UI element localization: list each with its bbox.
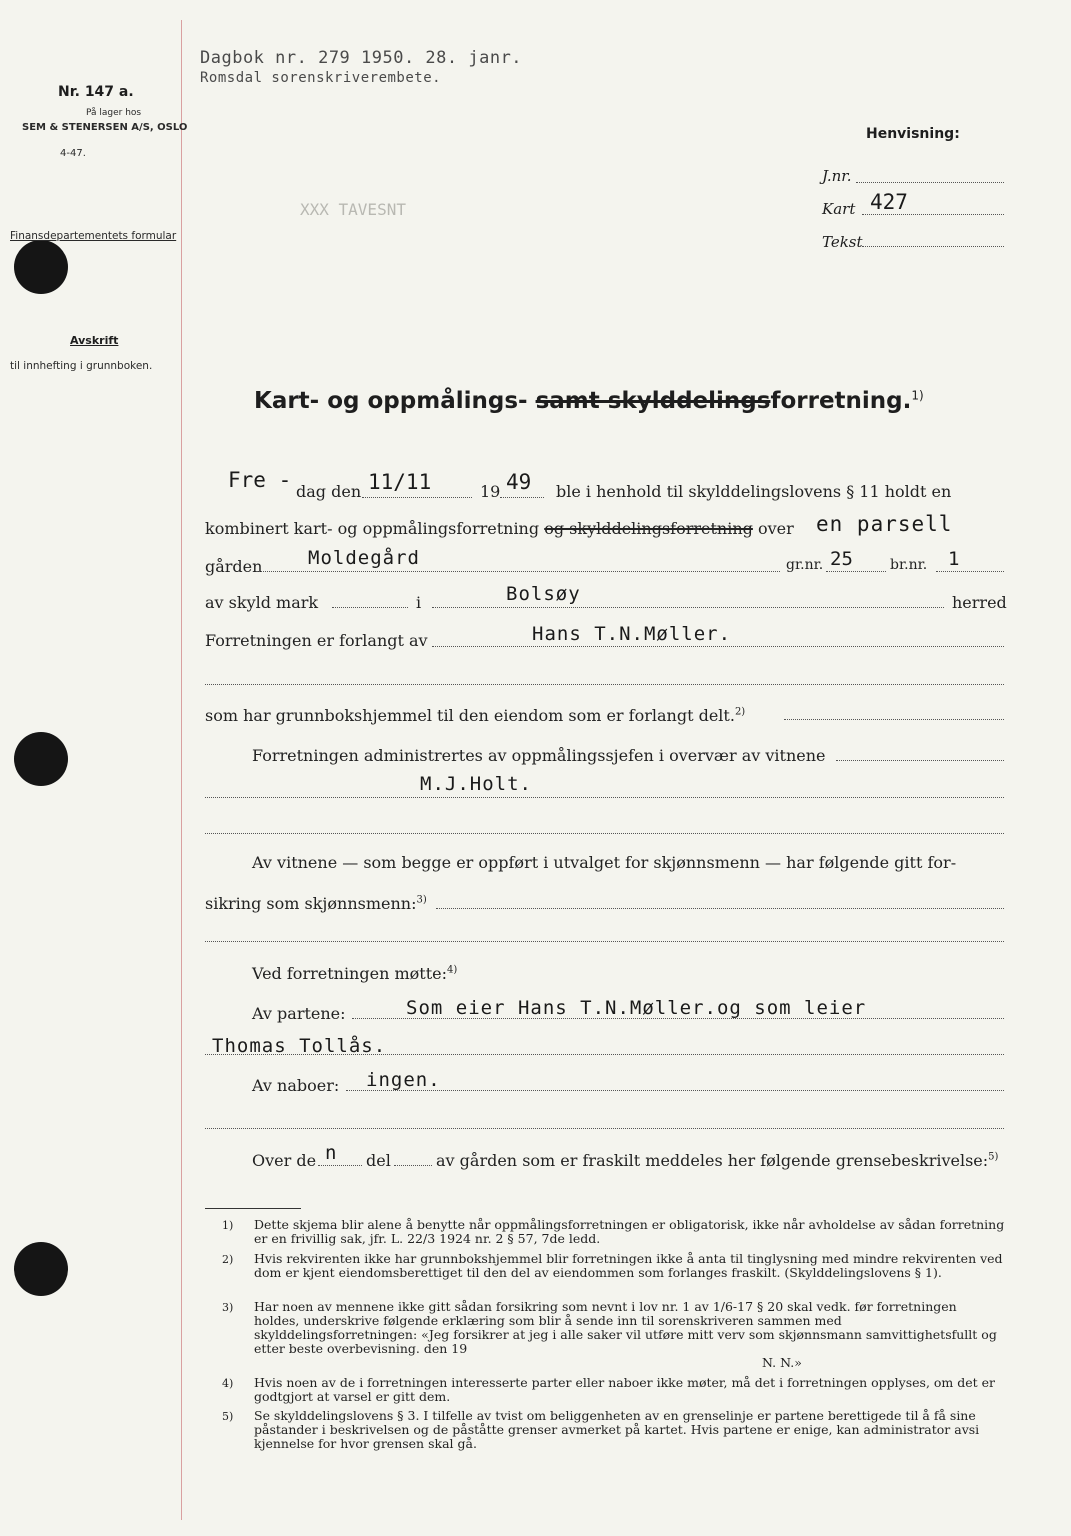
bleed-through-text: XXX TAVESNT xyxy=(300,200,406,219)
neighbors-label: Av naboer: xyxy=(252,1076,340,1095)
footnote-rule xyxy=(205,1208,301,1209)
date-value: 11/11 xyxy=(368,470,432,494)
line1-text: ble i henhold til skylddelingslovens § 11 holdt en xyxy=(556,482,952,501)
parties-value-cont: Thomas Tollås. xyxy=(212,1035,387,1057)
journal-stamp: Dagbok nr. 279 1950. 28. janr. xyxy=(200,48,523,68)
tekst-label: Tekst xyxy=(822,233,863,251)
reference-heading: Henvisning: xyxy=(866,126,960,142)
copy-label: Avskrift xyxy=(70,334,119,347)
skyld-label: av skyld mark xyxy=(205,593,319,612)
herred-label: herred xyxy=(952,593,1007,612)
grunnbok-text: som har grunnbokshjemmel til den eiendom som er forlangt delt.$^{2)}$ xyxy=(205,706,746,725)
boundary-text: av gården som er fraskilt meddeles her følgende grensebeskrivelse:$^{5)}$ xyxy=(436,1151,999,1170)
brnr-label: br.nr. xyxy=(890,557,928,573)
grnr-value: 25 xyxy=(830,548,853,570)
day-label: dag den xyxy=(296,482,362,501)
punch-hole xyxy=(14,732,68,786)
office-stamp: Romsdal sorenskriverembete. xyxy=(200,70,442,86)
punch-hole xyxy=(14,240,68,294)
jnr-label: J.nr. xyxy=(822,167,852,185)
witness-text-line1: Av vitnene — som begge er oppført i utvalget for skjønnsmenn — har følgende gitt for- xyxy=(252,853,957,872)
document-page: Nr. 147 a. På lager hos SEM & STENERSEN A/S, OSLO 4-47. Finansdepartementets formular Avskrift til innhefting i grunnboken. Dagbok nr. 279 1950. 28. janr. Romsdal sorenskriverembete. Henvisning: J.nr. Kart 427 Tekst XXX TAVESNT Kart- og oppmålings- samt skylddelingsforretning.$^{1)}$ Fre - dag den 11/11 19 49 ble i henhold til skylddelingslovens § 11 holdt en kombinert kart- og oppmålingsforretning og skylddelingsforretning over en parsell gården Moldegård gr.nr. 25 br.nr. 1 av skyld mark i Bolsøy herred Forretningen er forlangt av Hans T.N.Møller. som har grunnbokshjemmel til den eiendom som er forlangt delt.$^{2)}$ Forretningen administrertes av oppmålingssjefen i overvær av vitnene M.J.Holt. Av vitnene — som begge er oppført i utvalget for skjønnsmenn — har følgende gitt for- sikring som skjønnsmenn:$^{3)}$ Ved forretningen møtte:$^{4)}$ Av partene: Som eier Hans T.N.Møller.og som leier Thomas Tollås. Av naboer: ingen. Over de n del av gården som er fraskilt meddeles her følgende grensebeskrivelse:$^{5)}$ 1) Dette skjema blir alene å benytte når oppmålingsforretningen er obligatorisk, ikke når avholdelse av sådan forretning er en frivillig sak, jfr. L. 22/3 1924 nr. 2 § 57, 7de ledd. 2) Hvis rekvirenten ikke har grunnbokshjemmel blir forretningen ikke å anta til tinglysning med mindre rekvirenten ved dom er kjent eiendomsberettiget til den del av eiendommen som forlanges fraskilt. (Skylddelingslovens § 1). 3) Har noen av mennene ikke gitt sådan forsikring som nevnt i lov nr. 1 av 1/6-17 § 20 skal vedk. før forretningen holdes, underskrive følgende erklæring som blir å sende inn til sorenskriveren sammen med skylddelingsforretningen: «Jeg forsikrer at jeg i alle saker vil utføre mitt verv som skjønnsmann samvittighetsfullt og etter beste overbevisning. den 19 N. N.» 4) Hvis noen av de i forretningen interesserte parter eller naboer ikke møter, må det i forretningen opplyses, om det er godtgjort at varsel er gitt dem. 5) Se skylddelingslovens § 3. I tilfelle av tvist om beliggenheten av en grenselinje er partene berettigede til å få sine påstander i beskrivelsen og de påståtte grenser avmerket på kartet. Hvis partene er enige, kan administrator avsi kjennelse for hvor grensen skal gå. xyxy=(0,0,1071,1536)
day-value: Fre - xyxy=(228,468,292,492)
over-label: Over de xyxy=(252,1151,317,1170)
requested-label: Forretningen er forlangt av xyxy=(205,631,428,650)
document-title: Kart- og oppmålings- samt skylddelingsforretning.$^{1)}$ xyxy=(254,388,924,414)
footnote-3-signature: N. N.» xyxy=(762,1355,802,1370)
footnote-2: Hvis rekvirenten ikke har grunnbokshjemmel blir forretningen ikke å anta til tinglysning med mindre rekvirenten ved dom er kjent eiendomsberettiget til den del av eiendommen som forlanges fraskilt. (Skylddelingslovens § 1). xyxy=(254,1251,1003,1280)
kart-value: 427 xyxy=(870,190,908,214)
herred-value: Bolsøy xyxy=(506,583,581,605)
year-value: 49 xyxy=(506,470,532,494)
admin-text: Forretningen administrertes av oppmålingssjefen i overvær av vitnene xyxy=(252,746,826,765)
requested-value: Hans T.N.Møller. xyxy=(532,623,732,645)
footnote-4: Hvis noen av de i forretningen interesserte parter eller naboer ikke møter, må det i forretningen opplyses, om det er godtgjort at varsel er gitt dem. xyxy=(254,1375,996,1404)
farm-label: gården xyxy=(205,557,263,576)
del-label: del xyxy=(366,1151,391,1170)
over-value: n xyxy=(325,1142,337,1164)
department-label: Finansdepartementets formular xyxy=(10,230,177,242)
printer-date: 4-47. xyxy=(60,148,86,159)
kart-label: Kart xyxy=(822,200,856,218)
form-number: Nr. 147 a. xyxy=(58,84,134,100)
line2-text: kombinert kart- og oppmålingsforretning og skylddelingsforretning over xyxy=(205,519,794,538)
met-label: Ved forretningen møtte:$^{4)}$ xyxy=(252,964,458,983)
footnote-1: Dette skjema blir alene å benytte når oppmålingsforretningen er obligatorisk, ikke når avholdelse av sådan forretning er en frivillig sak, jfr. L. 22/3 1924 nr. 2 § 57, 7de ledd. xyxy=(254,1217,1005,1246)
year-prefix: 19 xyxy=(480,482,501,501)
object-value: en parsell xyxy=(816,512,953,536)
copy-note: til innhefting i grunnboken. xyxy=(10,360,153,372)
margin-rule xyxy=(181,20,182,1520)
footnote-5: Se skylddelingslovens § 3. I tilfelle av tvist om beliggenheten av en grenselinje er partene berettigede til å få sine påstander i beskrivelsen og de påståtte grenser avmerket på kartet. Hvis partene er enige, kan administrator avsi kjennelse for hvor grensen skal gå. xyxy=(254,1408,980,1451)
grnr-label: gr.nr. xyxy=(786,557,824,573)
footnote-3: Har noen av mennene ikke gitt sådan forsikring som nevnt i lov nr. 1 av 1/6-17 § 20 skal vedk. før forretningen holdes, underskrive følgende erklæring som blir å sende inn til sorenskriveren sammen med skylddelingsforretningen: «Jeg forsikrer at jeg i alle saker vil utføre mitt verv som skjønnsmann samvittighetsfullt og etter beste overbevisning. den 19 xyxy=(254,1299,997,1356)
parties-label: Av partene: xyxy=(252,1004,346,1023)
neighbors-value: ingen. xyxy=(366,1069,441,1091)
i-label: i xyxy=(416,593,422,612)
punch-hole xyxy=(14,1242,68,1296)
printer-name: SEM & STENERSEN A/S, OSLO xyxy=(22,122,188,133)
witness-text-line2: sikring som skjønnsmenn:$^{3)}$ xyxy=(205,894,427,913)
parties-value: Som eier Hans T.N.Møller.og som leier xyxy=(406,997,867,1019)
witness-value: M.J.Holt. xyxy=(420,773,532,795)
printer-line: På lager hos xyxy=(86,108,142,118)
brnr-value: 1 xyxy=(948,548,960,570)
farm-value: Moldegård xyxy=(308,547,420,569)
